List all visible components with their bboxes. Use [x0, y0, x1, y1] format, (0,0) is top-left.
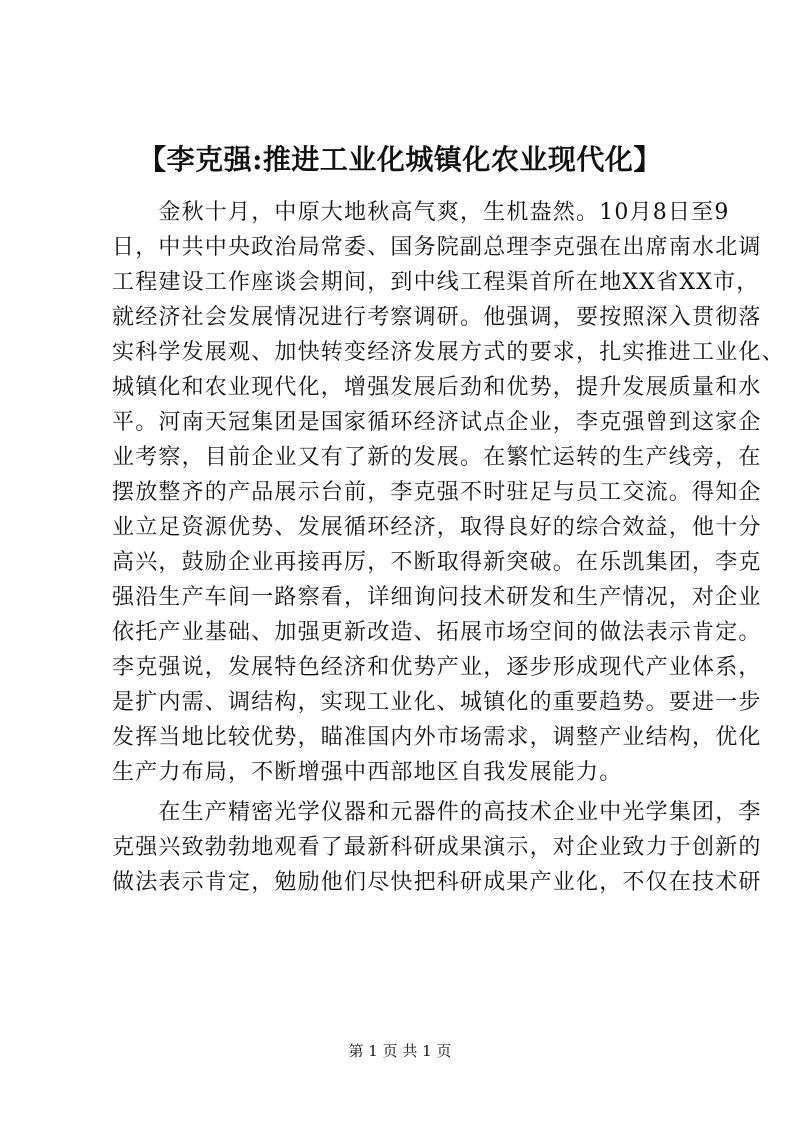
body-line: 就经济社会发展情况进行考察调研。他强调，要按照深入贯彻落 [112, 305, 762, 330]
body-line: 高兴，鼓励企业再接再厉，不断取得新突破。在乐凯集团，李克 [112, 550, 762, 575]
body-line: 李克强说，发展特色经济和优势产业，逐步形成现代产业体系， [112, 655, 762, 680]
body-line: 强沿生产车间一路察看，详细询问技术研发和生产情况，对企业 [112, 585, 762, 610]
page-number-footer: 第 1 页 共 1 页 [348, 1042, 452, 1060]
body-line: 摆放整齐的产品展示台前，李克强不时驻足与员工交流。得知企 [112, 480, 762, 505]
body-line: 业立足资源优势、发展循环经济，取得良好的综合效益，他十分 [112, 515, 762, 540]
body-line: 是扩内需、调结构，实现工业化、城镇化的重要趋势。要进一步 [112, 690, 762, 715]
body-line: 发挥当地比较优势，瞄准国内外市场需求，调整产业结构，优化 [112, 725, 762, 750]
body-line: 工程建设工作座谈会期间，到中线工程渠首所在地XX省XX市， [112, 270, 760, 295]
body-line: 日，中共中央政治局常委、国务院副总理李克强在出席南水北调 [112, 235, 762, 260]
body-line: 克强兴致勃勃地观看了最新科研成果演示，对企业致力于创新的 [112, 835, 762, 860]
body-line: 做法表示肯定，勉励他们尽快把科研成果产业化，不仅在技术研 [112, 870, 762, 895]
document-title: 【李克强:推进工业化城镇化农业现代化】 [138, 143, 662, 176]
body-line: 生产力布局，不断增强中西部地区自我发展能力。 [112, 760, 623, 785]
body-line: 金秋十月，中原大地秋高气爽，生机盎然。10月8日至9 [112, 200, 730, 225]
body-line: 平。河南天冠集团是国家循环经济试点企业，李克强曾到这家企 [112, 410, 762, 435]
body-line: 城镇化和农业现代化，增强发展后劲和优势，提升发展质量和水 [112, 375, 762, 400]
body-line: 依托产业基础、加强更新改造、拓展市场空间的做法表示肯定。 [112, 620, 762, 645]
body-line: 在生产精密光学仪器和元器件的高技术企业中光学集团，李 [112, 800, 762, 825]
body-line: 实科学发展观、加快转变经济发展方式的要求，扎实推进工业化、 [112, 340, 785, 365]
body-line: 业考察，目前企业又有了新的发展。在繁忙运转的生产线旁，在 [112, 445, 762, 470]
